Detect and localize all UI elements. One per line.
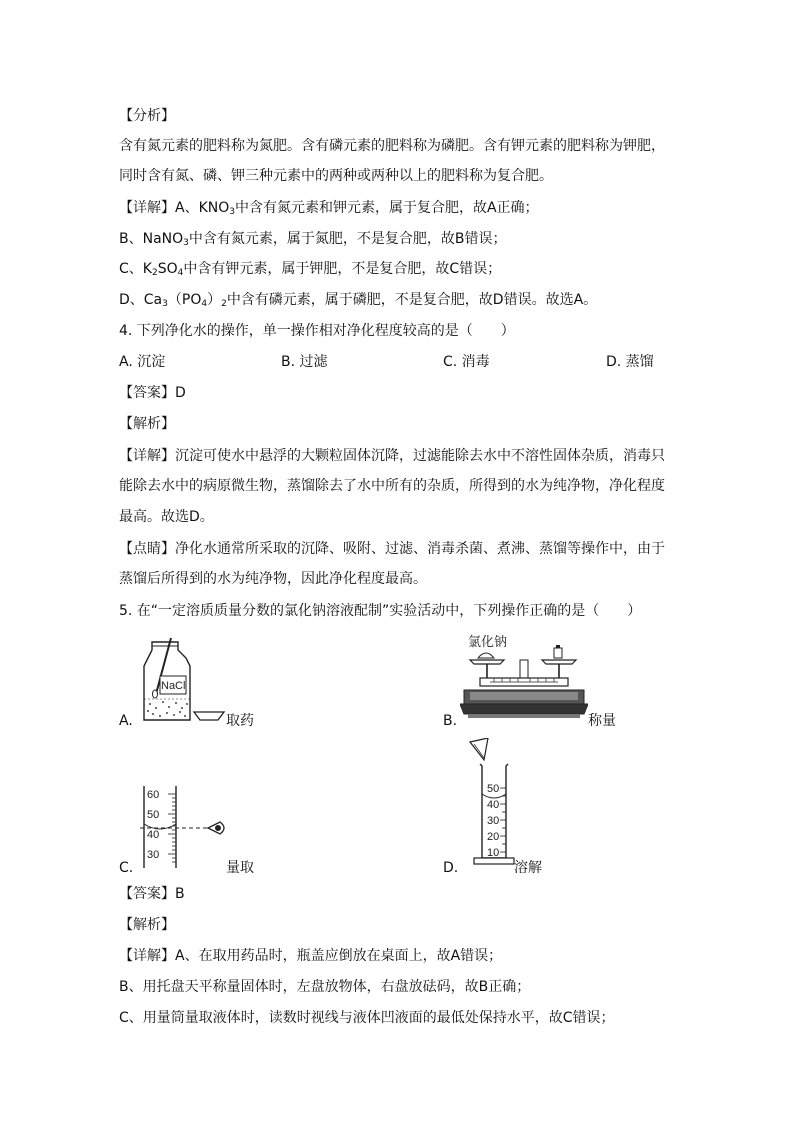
detail-heading: 【详解】 (119, 200, 175, 216)
q4-option-c: C. 消毒 (443, 354, 490, 370)
q4-option-b: B. 过滤 (281, 354, 328, 370)
detail-line-d: D、$Ca_3(PO_4)_2$中含有磷元素，属于磷肥，不是复合肥，故D错误。故选A。 (119, 292, 598, 309)
tick-label: 40 (147, 829, 160, 841)
measuring-cylinder-reading-figure (140, 784, 230, 874)
cylinder-dissolving-figure (462, 738, 522, 874)
detail-line-c: C、$K_2SO_4$中含有钾元素，属于钾肥，不是复合肥，故C错误； (119, 261, 502, 278)
q4-option-a: A. 沉淀 (119, 354, 166, 370)
tick-label: 60 (147, 789, 160, 801)
tick-label: 10 (487, 847, 500, 859)
q4-detail-2: 能除去水中的病原微生物，蒸馏除去了水中所有的杂质，所得到的水为纯净物，净化程度 (119, 478, 665, 494)
detail-line-b: B、NaNO$_3$中含有氮元素，属于氮肥，不是复合肥，故B错误； (119, 231, 507, 248)
analysis-heading: 【分析】 (119, 108, 175, 124)
bottle-label: NaCl (161, 680, 186, 692)
q5-detail-a: 【详解】A、在取用药品时，瓶盖应倒放在桌面上，故A错误； (119, 948, 503, 964)
tick-label: 30 (147, 849, 160, 861)
q5-detail-c: C、用量筒量取液体时，读数时视线与液体凹液面的最低处保持水平，故C错误； (119, 1010, 615, 1026)
detail-line-a: 【详解】A、$KNO_3$中含有氮元素和钾元素，属于复合肥，故A正确； (119, 200, 539, 217)
q5-answer: 【答案】B (119, 886, 185, 902)
tick-label: 40 (487, 799, 500, 811)
q5-option-d-letter: D. (443, 860, 459, 876)
tick-label: 50 (147, 809, 160, 821)
q4-analysis-heading: 【解析】 (119, 416, 175, 432)
q4-point-1: 【点睛】净化水通常所采取的沉降、吸附、过滤、消毒杀菌、煮沸、蒸馏等操作中，由于 (119, 541, 665, 557)
q4-point-2: 蒸馏后所得到的水为纯净物，因此净化程度最高。 (119, 571, 427, 587)
analysis-paragraph-1: 含有氮元素的肥料称为氮肥。含有磷元素的肥料称为磷肥。含有钾元素的肥料称为钾肥， (119, 138, 665, 154)
q5-option-b-letter: B. (443, 713, 458, 729)
q5-option-a-caption: 取药 (226, 713, 254, 729)
q5-stem: 5. 在“一定溶质质量分数的氯化钠溶液配制”实验活动中，下列操作正确的是（ ） (119, 603, 642, 619)
q4-detail-1: 【详解】沉淀可使水中悬浮的大颗粒固体沉降，过滤能除去水中不溶性固体杂质，消毒只 (119, 448, 665, 464)
q5-option-b-caption: 称量 (588, 713, 616, 729)
q4-stem: 4. 下列净化水的操作，单一操作相对净化程度较高的是（ ） (119, 323, 515, 339)
q5-option-d-caption: 溶解 (514, 860, 542, 876)
balance-label: 氯化钠 (468, 634, 508, 649)
q4-detail-3: 最高。故选D。 (119, 509, 214, 525)
q4-answer: 【答案】D (119, 385, 186, 401)
q5-analysis-heading: 【解析】 (119, 917, 175, 933)
analysis-paragraph-2: 同时含有氮、磷、钾三种元素中的两种或两种以上的肥料称为复合肥。 (119, 168, 553, 184)
q5-option-a-letter: A. (119, 713, 133, 729)
q5-option-c-caption: 量取 (226, 860, 254, 876)
tick-label: 50 (487, 783, 500, 795)
q5-detail-b: B、用托盘天平称量固体时，左盘放物体，右盘放砝码，故B正确； (119, 979, 531, 995)
q4-option-d: D. 蒸馏 (606, 354, 654, 370)
reagent-bottle-figure (138, 636, 228, 726)
q5-option-c-letter: C. (119, 860, 134, 876)
tick-label: 30 (487, 815, 500, 827)
tick-label: 20 (487, 831, 500, 843)
balance-figure (460, 630, 588, 726)
